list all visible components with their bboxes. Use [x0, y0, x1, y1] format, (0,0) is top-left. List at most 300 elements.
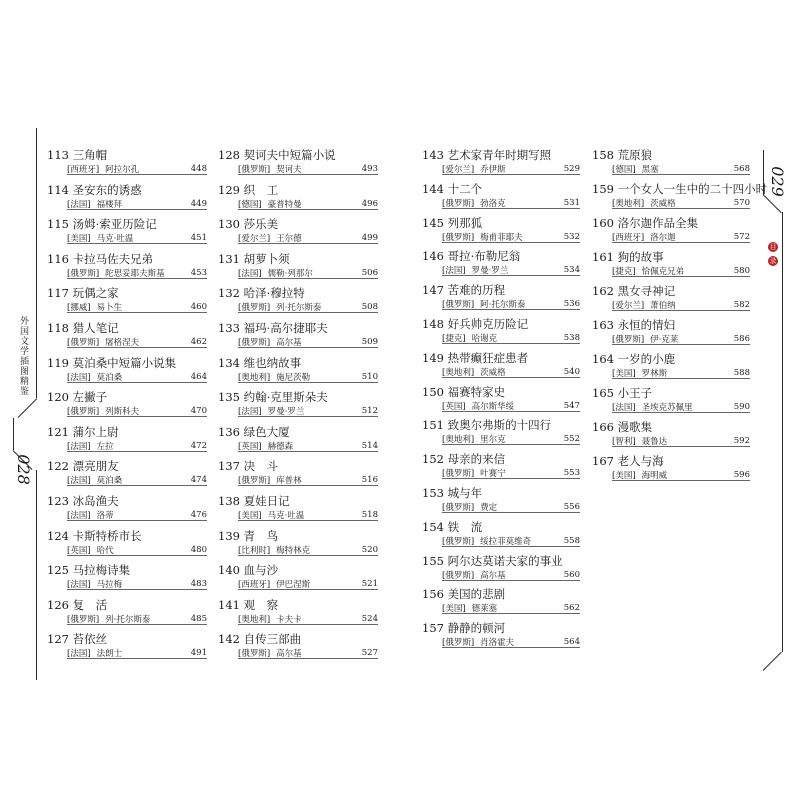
- entry-author-line: [67, 442, 207, 452]
- toc-entry: [47, 597, 207, 625]
- entry-title: 荒原狼: [617, 148, 653, 162]
- entry-number: 141: [218, 597, 240, 612]
- entry-number: 163: [592, 318, 614, 332]
- entry-number: 128: [218, 148, 240, 162]
- dotted-leader: [67, 485, 207, 486]
- entry-number: 130: [218, 217, 240, 232]
- toc-entry: [47, 563, 207, 591]
- dotted-leader: [238, 658, 378, 659]
- toc-entry: [422, 317, 580, 344]
- entry-page: 540: [563, 366, 580, 377]
- entry-title-line: [422, 317, 580, 331]
- dotted-leader: [238, 174, 378, 175]
- toc-entry: [218, 459, 378, 487]
- entry-nationality: [奥地利]: [238, 614, 271, 625]
- entry-author-line: [238, 338, 378, 348]
- entry-title-line: [47, 459, 207, 473]
- entry-title-line: [422, 554, 580, 568]
- entry-title: 莫泊桑中短篇小说集: [72, 355, 177, 370]
- entry-author-line: [67, 338, 207, 348]
- entry-page: 518: [361, 510, 378, 520]
- entry-title-line: [592, 148, 750, 162]
- entry-nationality: [西班牙]: [612, 233, 645, 243]
- toc-entry: [218, 217, 378, 245]
- entry-title-line: [592, 284, 750, 298]
- entry-page: 564: [563, 637, 580, 648]
- entry-author-line: [442, 368, 580, 378]
- toc-entry: [47, 424, 207, 452]
- toc-entry: [218, 597, 378, 625]
- entry-author: 王尔德: [276, 234, 302, 245]
- entry-page: 582: [733, 300, 750, 310]
- left-frame-notch-vertical: [13, 418, 14, 450]
- entry-page: 521: [361, 579, 378, 590]
- entry-number: 143: [422, 148, 444, 162]
- entry-author-line: [238, 615, 378, 625]
- entry-title: 契诃夫中短篇小说: [243, 148, 336, 162]
- entry-title-line: [592, 182, 768, 196]
- entry-number: 134: [218, 355, 240, 370]
- right-page-number: 029: [767, 166, 787, 197]
- dotted-leader: [67, 520, 207, 521]
- entry-author: 罗林斯: [641, 369, 668, 379]
- dotted-leader: [442, 242, 580, 243]
- toc-entry: [47, 217, 207, 245]
- toc-entry: [218, 251, 378, 279]
- entry-title: 热带癫狂症患者: [447, 350, 529, 365]
- entry-page: 520: [361, 544, 378, 555]
- dotted-leader: [612, 378, 750, 379]
- entry-author-line: [238, 546, 378, 556]
- toc-entry: [47, 286, 207, 314]
- entry-number: 117: [47, 286, 69, 301]
- entry-number: 123: [47, 494, 69, 508]
- entry-page: 491: [190, 648, 207, 659]
- entry-title: 小王子: [617, 386, 653, 400]
- entry-number: 157: [422, 621, 444, 636]
- dotted-leader: [442, 613, 580, 614]
- entry-page: 536: [563, 299, 580, 310]
- entry-author-line: [442, 469, 580, 479]
- entry-number: 129: [218, 182, 240, 197]
- toc-entry: [422, 519, 580, 547]
- entry-title: 致奥尔弗斯的十四行: [447, 418, 552, 433]
- entry-author-line: [238, 165, 378, 175]
- toc-entry: [47, 355, 207, 383]
- entry-author: 海明威: [641, 471, 668, 481]
- entry-author-line: [238, 511, 378, 521]
- dotted-leader: [238, 312, 378, 313]
- entry-author: 德莱塞: [471, 604, 498, 615]
- entry-title-line: [592, 216, 750, 230]
- entry-page: 508: [361, 302, 378, 313]
- dotted-leader: [612, 480, 750, 481]
- entry-number: 154: [422, 519, 444, 534]
- entry-nationality: [俄罗斯]: [442, 503, 475, 513]
- dotted-leader: [238, 485, 378, 486]
- entry-title: 静静的顿河: [447, 621, 506, 636]
- dotted-leader: [67, 174, 207, 175]
- entry-nationality: [比利时]: [238, 545, 271, 556]
- entry-page: 562: [563, 603, 580, 614]
- entry-title-line: [218, 598, 378, 612]
- entry-title-line: [422, 385, 580, 399]
- entry-author-line: [238, 373, 378, 383]
- entry-title: 苔依丝: [72, 632, 108, 647]
- entry-author-line: [238, 442, 378, 452]
- entry-title: 一岁的小鹿: [617, 352, 676, 366]
- dotted-leader: [238, 243, 378, 244]
- entry-author: 列·托尔斯泰: [276, 303, 322, 314]
- entry-number: 131: [218, 251, 240, 266]
- entry-author-line: [67, 649, 207, 659]
- dotted-leader: [612, 446, 750, 447]
- toc-entry: [422, 553, 580, 581]
- dotted-leader: [238, 416, 378, 417]
- entry-title-line: [218, 494, 378, 508]
- entry-number: 140: [218, 563, 240, 578]
- entry-title: 漫歌集: [617, 420, 653, 434]
- entry-number: 160: [592, 216, 614, 230]
- entry-author: 哈代: [96, 545, 114, 556]
- toc-entry: [218, 632, 378, 660]
- entry-nationality: [法国]: [67, 580, 91, 591]
- entry-title-line: [47, 356, 207, 370]
- dotted-leader: [238, 624, 378, 625]
- toc-entry: [592, 284, 750, 311]
- entry-page: 514: [361, 440, 378, 451]
- toc-entry: [218, 494, 378, 521]
- toc-entry: [218, 355, 378, 383]
- dotted-leader: [442, 174, 580, 175]
- entry-nationality: [美国]: [612, 369, 636, 379]
- entry-nationality: [俄罗斯]: [612, 335, 645, 345]
- entry-author-line: [442, 233, 580, 243]
- entry-number: 113: [47, 148, 69, 162]
- entry-author-line: [67, 476, 207, 486]
- entry-nationality: [美国]: [442, 604, 466, 615]
- dotted-leader: [238, 278, 378, 279]
- dotted-leader: [67, 347, 207, 348]
- entry-author-line: [612, 301, 750, 311]
- toc-entry: [218, 390, 378, 418]
- dotted-leader: [238, 382, 378, 383]
- entry-author: 法朗士: [96, 649, 123, 660]
- dotted-leader: [67, 312, 207, 313]
- entry-author-line: [238, 476, 378, 486]
- toc-entry: [422, 587, 580, 615]
- entry-number: 150: [422, 384, 444, 399]
- entry-nationality: [俄罗斯]: [442, 536, 475, 547]
- entry-title-line: [218, 286, 378, 300]
- entry-number: 126: [47, 597, 69, 612]
- entry-author-line: [67, 269, 207, 279]
- dotted-leader: [238, 209, 378, 210]
- entry-title-line: [422, 216, 580, 230]
- entry-nationality: [爱尔兰]: [612, 301, 645, 311]
- toc-entry: [218, 148, 378, 175]
- entry-author: 伊巴涅斯: [276, 580, 311, 591]
- toc-entry: [218, 424, 378, 452]
- entry-nationality: [法国]: [67, 511, 91, 521]
- dotted-leader: [442, 546, 580, 547]
- entry-author: 梅特林克: [276, 545, 311, 556]
- entry-title-line: [218, 632, 378, 646]
- entry-page: 553: [563, 468, 580, 479]
- dotted-leader: [67, 416, 207, 417]
- dotted-leader: [67, 382, 207, 383]
- entry-author: 莫泊桑: [96, 372, 123, 383]
- entry-author: 哈谢克: [471, 334, 498, 344]
- toc-entry: [422, 621, 580, 649]
- entry-title: 绿色大厦: [243, 424, 290, 439]
- entry-author-line: [442, 402, 580, 412]
- entry-nationality: [西班牙]: [238, 580, 271, 591]
- entry-title-line: [218, 183, 378, 197]
- entry-author: 费定: [480, 503, 498, 513]
- right-frame-notch-vertical: [782, 212, 783, 652]
- dotted-leader: [67, 278, 207, 279]
- entry-title-line: [422, 621, 580, 635]
- entry-page: 534: [563, 265, 580, 276]
- toc-entry: [47, 632, 207, 660]
- entry-page: 512: [361, 406, 378, 417]
- entry-author-line: [442, 537, 580, 547]
- entry-title: 母亲的来信: [447, 452, 506, 467]
- entry-author-line: [612, 437, 750, 447]
- entry-title: 玩偶之家: [72, 286, 119, 301]
- entry-title: 冰岛渔夫: [72, 494, 119, 508]
- entry-author-line: [442, 199, 580, 209]
- entry-page: 558: [563, 535, 580, 546]
- toc-entry: [592, 352, 750, 379]
- entry-page: 552: [563, 434, 580, 445]
- dotted-leader: [612, 174, 750, 175]
- entry-nationality: [捷克]: [612, 267, 636, 277]
- entry-title-line: [218, 356, 378, 370]
- toc-entry: [422, 148, 580, 175]
- entry-author: 库普林: [276, 476, 302, 487]
- entry-page: 496: [361, 198, 378, 209]
- entry-title: 城与年: [447, 486, 483, 500]
- entry-author: 左拉: [96, 441, 114, 452]
- entry-nationality: [俄罗斯]: [67, 338, 100, 348]
- toc-entry: [218, 528, 378, 556]
- entry-number: 144: [422, 181, 444, 196]
- entry-title-line: [47, 563, 207, 577]
- entry-page: 474: [190, 475, 207, 486]
- toc-entry: [422, 384, 580, 412]
- entry-author-line: [238, 234, 378, 244]
- entry-author-line: [442, 435, 580, 445]
- entry-title: 左撇子: [72, 390, 108, 405]
- entry-title: 汤姆·索亚历险记: [72, 217, 157, 232]
- entry-title-line: [218, 529, 378, 543]
- entry-author-line: [67, 200, 207, 210]
- entry-author: 赫德森: [267, 441, 294, 452]
- entry-title: 洛尔迦作品全集: [617, 216, 699, 230]
- entry-number: 166: [592, 420, 614, 434]
- badge-lu: 录: [769, 257, 777, 265]
- entry-number: 148: [422, 317, 444, 331]
- toc-entry: [47, 390, 207, 418]
- entry-number: 164: [592, 352, 614, 366]
- entry-nationality: [法国]: [67, 372, 91, 383]
- entry-page: 524: [361, 613, 378, 624]
- entry-nationality: [俄罗斯]: [442, 570, 475, 581]
- entry-title-line: [218, 459, 378, 473]
- entry-title: 夏娃日记: [243, 494, 290, 508]
- entry-title-line: [47, 632, 207, 646]
- toc-entry: [218, 321, 378, 348]
- entry-author: 施尼茨勒: [276, 372, 311, 383]
- entry-title: 复 活: [72, 597, 108, 612]
- toc-entry: [592, 148, 750, 175]
- entry-nationality: [德国]: [612, 165, 636, 175]
- entry-page: 586: [733, 334, 750, 344]
- left-page-number: 028: [13, 454, 33, 485]
- toc-entry: [218, 563, 378, 591]
- entry-nationality: [智利]: [612, 437, 636, 447]
- entry-author-line: [67, 373, 207, 383]
- entry-author: 列·托尔斯泰: [105, 614, 151, 625]
- toc-entry: [47, 182, 207, 210]
- entry-number: 118: [47, 321, 69, 335]
- entry-number: 116: [47, 251, 69, 266]
- right-frame-notch-upper: [763, 194, 782, 213]
- toc-entry: [592, 182, 768, 209]
- entry-title: 漂亮朋友: [72, 459, 119, 474]
- entry-nationality: [俄罗斯]: [238, 165, 271, 175]
- entry-title-line: [422, 486, 580, 500]
- entry-title: 猎人笔记: [72, 321, 119, 335]
- entry-title: 维也纳故事: [243, 355, 302, 370]
- toc-entry: [47, 148, 207, 175]
- entry-title-line: [592, 454, 750, 468]
- entry-author: 圣埃克苏佩里: [641, 403, 693, 413]
- entry-title: 织 工: [243, 182, 279, 197]
- entry-number: 145: [422, 215, 444, 230]
- entry-number: 159: [592, 182, 614, 196]
- left-frame-notch-upper: [18, 398, 38, 418]
- entry-page: 570: [733, 198, 750, 208]
- entry-author: 萧伯纳: [650, 301, 676, 311]
- entry-page: 592: [733, 436, 750, 446]
- entry-page: 588: [733, 368, 750, 378]
- entry-author-line: [442, 571, 580, 581]
- entry-nationality: [奥地利]: [442, 435, 475, 446]
- dotted-leader: [67, 555, 207, 556]
- entry-number: 119: [47, 355, 69, 370]
- entry-page: 547: [563, 400, 580, 411]
- entry-number: 167: [592, 454, 614, 468]
- entry-author-line: [67, 407, 207, 417]
- entry-nationality: [美国]: [238, 511, 262, 521]
- entry-title-line: [422, 452, 580, 466]
- dotted-leader: [67, 624, 207, 625]
- entry-title-line: [422, 148, 580, 162]
- entry-title: 青 鸟: [243, 528, 279, 543]
- entry-number: 122: [47, 459, 69, 474]
- entry-nationality: [俄罗斯]: [67, 614, 100, 625]
- entry-title: 永恒的情妇: [617, 318, 676, 332]
- toc-entry: [422, 452, 580, 480]
- entry-page: 464: [190, 371, 207, 382]
- entry-nationality: [法国]: [67, 649, 91, 660]
- entry-title-line: [218, 217, 378, 231]
- entry-author: 恰佩克兄弟: [641, 267, 685, 277]
- toc-entry: [47, 494, 207, 521]
- entry-author: 茨威格: [480, 367, 506, 378]
- entry-author: 马克·吐温: [267, 511, 305, 521]
- toc-entry: [592, 216, 750, 243]
- entry-author: 高尔基: [480, 570, 506, 581]
- entry-number: 152: [422, 452, 444, 467]
- toc-entry: [422, 418, 580, 446]
- entry-title: 卡拉马佐夫兄弟: [72, 251, 154, 266]
- entry-author-line: [612, 471, 750, 481]
- entry-page: 580: [733, 266, 750, 276]
- entry-title: 美国的悲剧: [447, 587, 506, 602]
- entry-page: 509: [361, 337, 378, 347]
- entry-author-line: [67, 615, 207, 625]
- entry-page: 516: [361, 475, 378, 486]
- entry-author-line: [442, 300, 580, 310]
- entry-author-line: [67, 165, 207, 175]
- entry-page: 510: [361, 371, 378, 382]
- entry-author: 勃洛克: [480, 198, 506, 209]
- entry-nationality: [奥地利]: [612, 199, 645, 209]
- entry-title-line: [422, 249, 580, 263]
- entry-page: 476: [190, 510, 207, 520]
- dotted-leader: [67, 451, 207, 452]
- entry-author: 阿拉尔孔: [105, 165, 140, 175]
- entry-author: 卡夫卡: [276, 614, 302, 625]
- entry-nationality: [西班牙]: [67, 165, 100, 175]
- entry-nationality: [法国]: [442, 266, 466, 277]
- entry-title-line: [47, 183, 207, 197]
- entry-number: 146: [422, 249, 444, 264]
- entry-author: 莫泊桑: [96, 476, 123, 487]
- entry-title-line: [422, 182, 580, 196]
- entry-number: 120: [47, 390, 69, 405]
- entry-author: 肖洛霍夫: [480, 638, 515, 649]
- entry-title-line: [218, 390, 378, 404]
- entry-author-line: [612, 369, 750, 379]
- entry-author-line: [612, 403, 750, 413]
- entry-number: 165: [592, 386, 614, 400]
- entry-title: 蒲尔上尉: [72, 424, 119, 439]
- entry-title-line: [47, 252, 207, 266]
- entry-nationality: [俄罗斯]: [442, 300, 475, 311]
- entry-nationality: [法国]: [238, 407, 262, 418]
- entry-title: 福玛·高尔捷耶夫: [243, 321, 328, 335]
- entry-title: 狗的故事: [617, 250, 664, 264]
- entry-number: 133: [218, 321, 240, 335]
- entry-author: 易卜生: [96, 303, 123, 314]
- entry-nationality: [法国]: [238, 268, 262, 279]
- toc-entry: [47, 528, 207, 556]
- entry-nationality: [俄罗斯]: [238, 303, 271, 314]
- dotted-leader: [442, 444, 580, 445]
- dotted-leader: [238, 555, 378, 556]
- entry-number: 151: [422, 418, 444, 433]
- entry-title: 好兵帅克历险记: [447, 317, 529, 331]
- entry-title-line: [592, 352, 750, 366]
- entry-page: 460: [190, 302, 207, 313]
- entry-number: 114: [47, 182, 69, 197]
- entry-title-line: [47, 425, 207, 439]
